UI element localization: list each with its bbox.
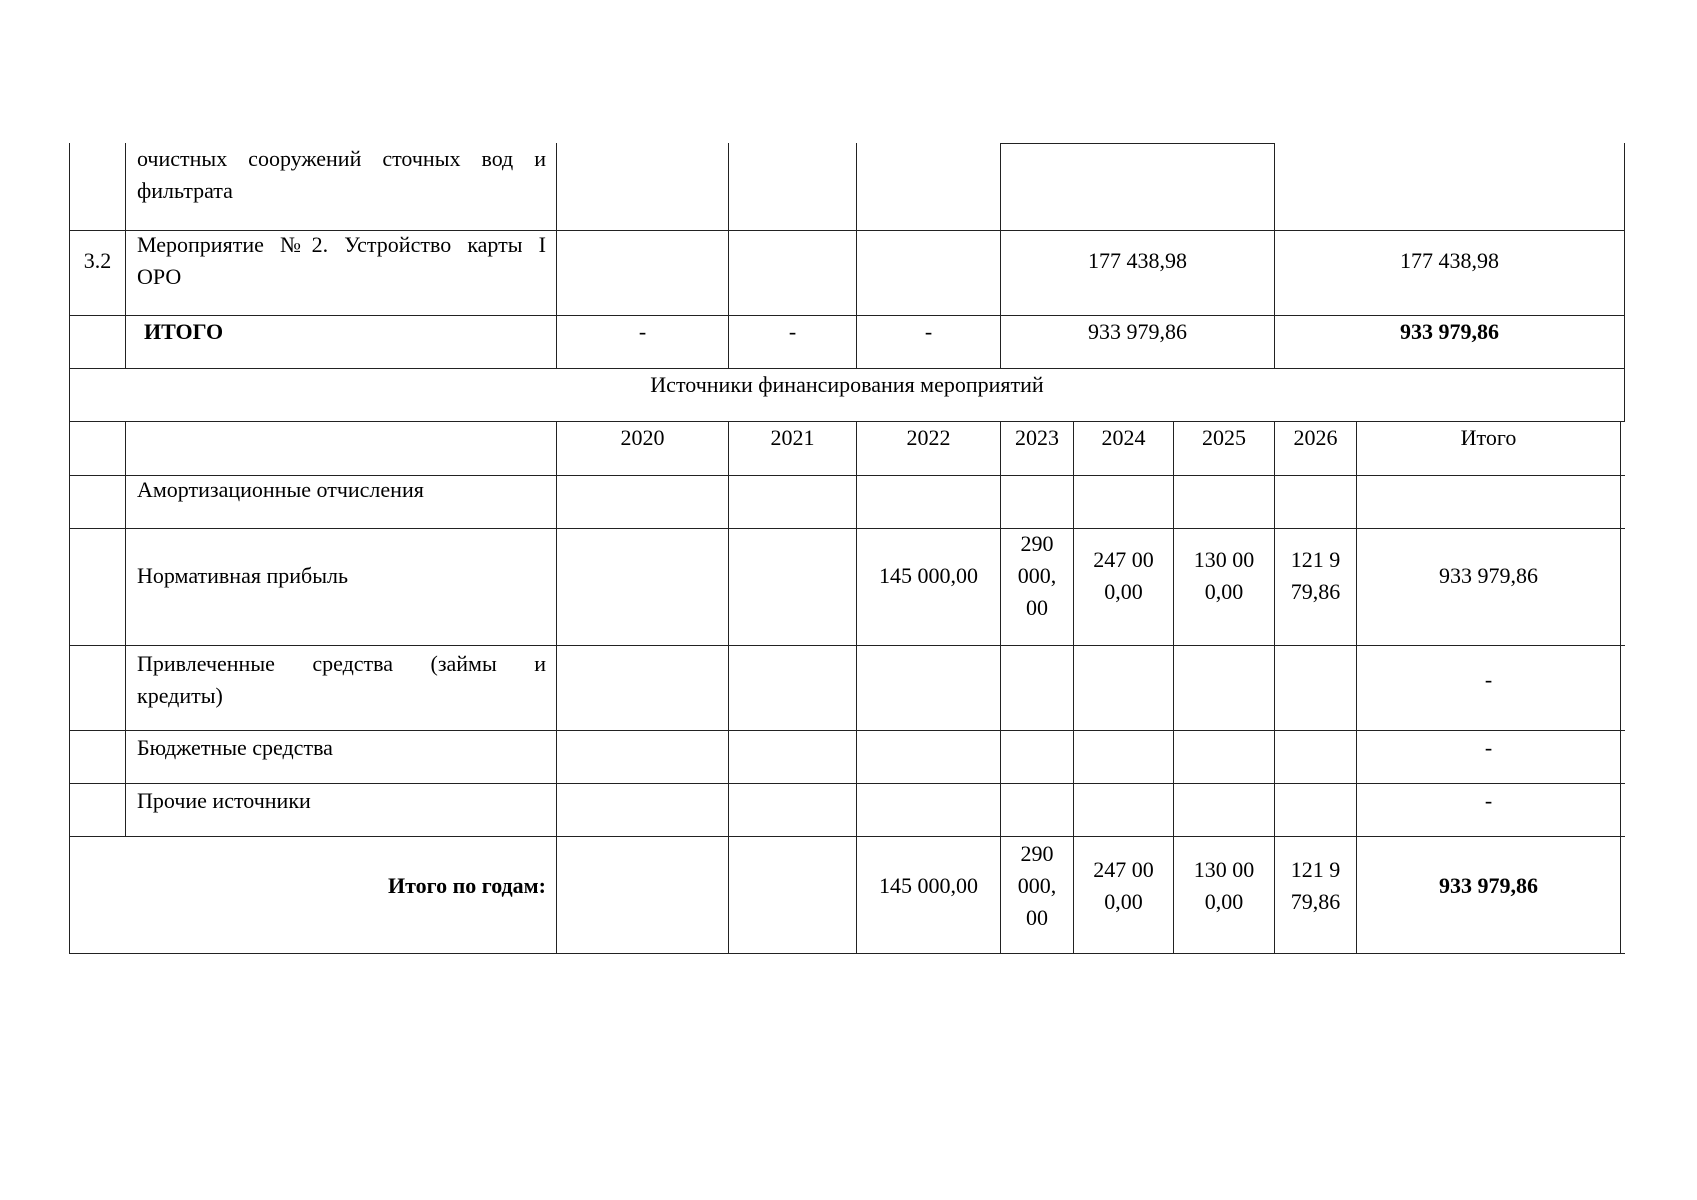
- value-line: 0,00: [1204, 579, 1244, 604]
- total-header: Итого: [1460, 425, 1517, 450]
- value-total: 933 979,86: [1439, 563, 1538, 588]
- total-label: ИТОГО: [144, 319, 224, 344]
- source-label: Бюджетные средства: [137, 735, 333, 760]
- source-label: Привлеченные средства (займы и: [137, 651, 546, 676]
- value-line: 00: [1026, 595, 1048, 620]
- dash-cell: -: [788, 319, 797, 344]
- table-line: [69, 730, 1625, 731]
- value-2022: 145 000,00: [879, 563, 978, 588]
- event-description: ОРО: [137, 264, 182, 289]
- table-line: [1624, 368, 1625, 421]
- value-2026: [1275, 544, 1356, 608]
- source-label: Амортизационные отчисления: [137, 477, 424, 502]
- event-description: Мероприятие №2. Устройство карты I: [137, 232, 546, 257]
- table-line: [125, 421, 126, 836]
- section-title: Источники финансирования мероприятий: [650, 372, 1044, 397]
- table-line: [69, 836, 1625, 837]
- value-total: -: [1484, 667, 1493, 692]
- value-total: -: [1484, 735, 1493, 760]
- dash-cell: -: [924, 319, 933, 344]
- year-header-2022: 2022: [906, 425, 951, 450]
- value-2023: [1001, 528, 1073, 624]
- value-line: 79,86: [1290, 579, 1341, 604]
- source-label: Прочие источники: [137, 788, 311, 813]
- value-line: 00: [1026, 905, 1048, 930]
- year-header-2024: 2024: [1101, 425, 1146, 450]
- years-total-label: Итого по годам:: [388, 873, 546, 898]
- value-line: 290: [1020, 531, 1054, 556]
- value-total: -: [1484, 788, 1493, 813]
- cost-total: 177 438,98: [1400, 248, 1499, 273]
- table-line: [69, 783, 1625, 784]
- value-2026: [1275, 854, 1356, 918]
- value-line: 0,00: [1204, 889, 1244, 914]
- table-line: [125, 143, 126, 368]
- cost-total: 933 979,86: [1400, 319, 1499, 344]
- table-line: [1620, 421, 1621, 953]
- cost-value: 177 438,98: [1088, 248, 1187, 273]
- table-line: [728, 421, 729, 953]
- value-2025: [1174, 544, 1274, 608]
- year-header-2023: 2023: [1015, 425, 1059, 450]
- source-label: кредиты): [137, 683, 223, 708]
- year-header-2020: 2020: [620, 425, 665, 450]
- value-line: 247 00: [1093, 547, 1154, 572]
- value-2023: [1001, 838, 1073, 934]
- value-line: 247 00: [1093, 857, 1154, 882]
- value-line: 0,00: [1104, 579, 1143, 604]
- dash-cell: -: [638, 319, 647, 344]
- table-line: [69, 421, 70, 953]
- event-description: очистных сооружений сточных вод и: [137, 146, 546, 171]
- value-line: 79,86: [1290, 889, 1341, 914]
- table-line: [69, 645, 1625, 646]
- value-line: 0,00: [1104, 889, 1143, 914]
- year-header-2021: 2021: [770, 425, 815, 450]
- value-2024: [1074, 854, 1173, 918]
- year-header-2026: 2026: [1293, 425, 1338, 450]
- source-label: Нормативная прибыль: [137, 563, 348, 588]
- value-2022: 145 000,00: [879, 873, 978, 898]
- value-line: 121 9: [1290, 547, 1341, 572]
- event-description: фильтрата: [137, 178, 233, 203]
- year-header-2025: 2025: [1202, 425, 1246, 450]
- value-line: 290: [1020, 841, 1054, 866]
- value-2024: [1074, 544, 1173, 608]
- table-line: [1001, 143, 1275, 144]
- table-line: [69, 528, 1625, 529]
- table-line: [69, 953, 1625, 954]
- value-line: 121 9: [1290, 857, 1341, 882]
- cost-value: 933 979,86: [1088, 319, 1187, 344]
- table-line: [1624, 143, 1625, 368]
- value-2025: [1174, 854, 1274, 918]
- value-line: 130 00: [1193, 547, 1255, 572]
- value-line: 000,: [1017, 873, 1057, 898]
- value-total: 933 979,86: [1439, 873, 1538, 898]
- value-line: 000,: [1017, 563, 1057, 588]
- table-line: [556, 421, 557, 953]
- value-line: 130 00: [1193, 857, 1255, 882]
- row-number: 3.2: [83, 248, 112, 273]
